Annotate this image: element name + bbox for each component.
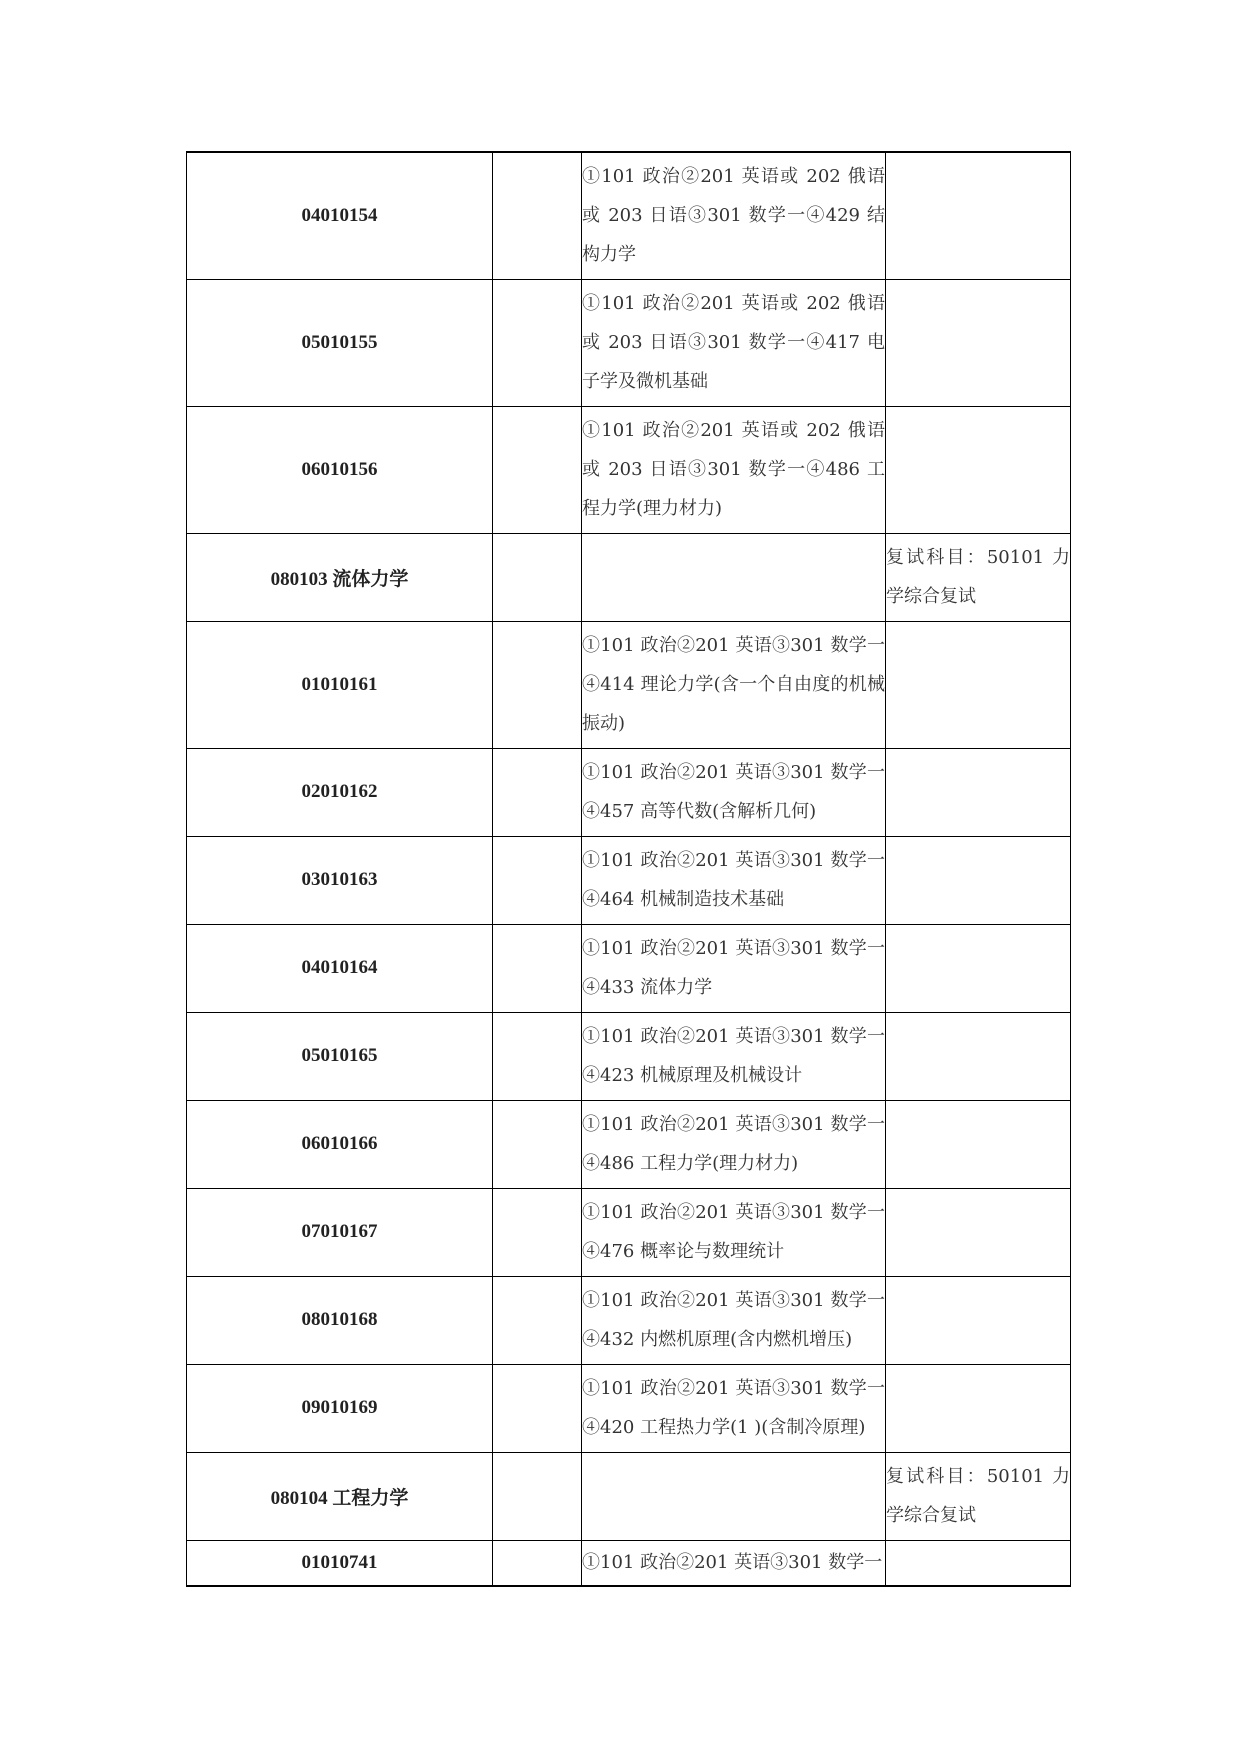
remark [886,406,1071,533]
program-code: 04010154 [187,152,493,279]
program-code: 02010162 [187,748,493,836]
program-code: 03010163 [187,836,493,924]
remark [886,1188,1071,1276]
program-code: 07010167 [187,1188,493,1276]
empty-cell [493,836,582,924]
empty-cell [493,1188,582,1276]
retest-remark: 复试科目：50101 力学综合复试 [886,533,1071,621]
exam-subjects: ①101 政治②201 英语③301 数学一④457 高等代数(含解析几何) [582,748,886,836]
remark [886,1540,1071,1586]
table-row [187,1540,1071,1586]
empty-cell [493,279,582,406]
discipline-heading: 080104 工程力学 [187,1452,493,1540]
exam-subjects: ①101 政治②201 英语③301 数学一④414 理论力学(含一个自由度的机械振动) [582,621,886,748]
exam-subjects: ①101 政治②201 英语③301 数学一④420 工程热力学(1 )(含制冷原理) [582,1364,886,1452]
program-code: 05010155 [187,279,493,406]
empty-cell [493,1100,582,1188]
exam-subjects: ①101 政治②201 英语或 202 俄语或 203 日语③301 数学一④486 工程力学(理力材力) [582,406,886,533]
empty-cell [493,406,582,533]
table-row [187,279,1071,406]
exam-subjects-table [186,151,1071,1587]
remark [886,152,1071,279]
program-code: 06010166 [187,1100,493,1188]
table-row [187,1276,1071,1364]
empty-cell [493,1540,582,1586]
program-code: 06010156 [187,406,493,533]
table-row [187,152,1071,279]
table-row [187,1012,1071,1100]
exam-subjects: ①101 政治②201 英语③301 数学一④486 工程力学(理力材力) [582,1100,886,1188]
remark [886,748,1071,836]
table-row [187,533,1071,621]
empty-cell [493,1364,582,1452]
exam-subjects: ①101 政治②201 英语③301 数学一④423 机械原理及机械设计 [582,1012,886,1100]
remark [886,279,1071,406]
exam-subjects: ①101 政治②201 英语③301 数学一④432 内燃机原理(含内燃机增压) [582,1276,886,1364]
exam-subjects: ①101 政治②201 英语或 202 俄语或 203 日语③301 数学一④429 结构力学 [582,152,886,279]
empty-cell [493,1012,582,1100]
table-row [187,1100,1071,1188]
remark [886,621,1071,748]
program-code: 05010165 [187,1012,493,1100]
retest-remark: 复试科目：50101 力学综合复试 [886,1452,1071,1540]
program-code: 04010164 [187,924,493,1012]
discipline-heading: 080103 流体力学 [187,533,493,621]
table-row [187,924,1071,1012]
remark [886,1276,1071,1364]
empty-cell [493,621,582,748]
remark [886,1364,1071,1452]
program-code: 01010741 [187,1540,493,1586]
remark [886,924,1071,1012]
remark [886,1012,1071,1100]
program-code: 01010161 [187,621,493,748]
remark [886,1100,1071,1188]
exam-subjects: ①101 政治②201 英语③301 数学一④476 概率论与数理统计 [582,1188,886,1276]
empty-cell [493,924,582,1012]
remark [886,836,1071,924]
exam-subjects: ①101 政治②201 英语③301 数学一④433 流体力学 [582,924,886,1012]
table-row [187,1452,1071,1540]
empty-cell [493,1276,582,1364]
table-row [187,1188,1071,1276]
table-row [187,406,1071,533]
exam-subjects: ①101 政治②201 英语③301 数学一 [582,1540,886,1586]
table-row [187,1364,1071,1452]
exam-subjects [582,1452,886,1540]
exam-subjects [582,533,886,621]
table-row [187,621,1071,748]
empty-cell [493,152,582,279]
table-row [187,836,1071,924]
exam-subjects: ①101 政治②201 英语或 202 俄语或 203 日语③301 数学一④417 电子学及微机基础 [582,279,886,406]
program-code: 09010169 [187,1364,493,1452]
table-row [187,748,1071,836]
empty-cell [493,1452,582,1540]
empty-cell [493,533,582,621]
empty-cell [493,748,582,836]
program-code: 08010168 [187,1276,493,1364]
exam-subjects: ①101 政治②201 英语③301 数学一④464 机械制造技术基础 [582,836,886,924]
